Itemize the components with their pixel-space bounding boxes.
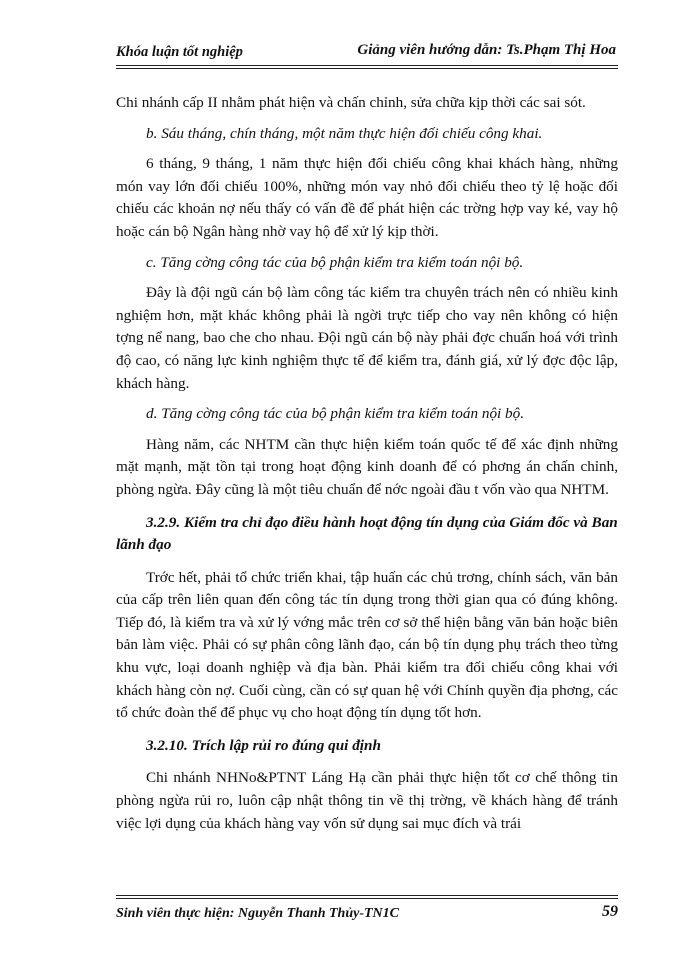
header-supervisor: Giảng viên hướng dẫn: Ts.Phạm Thị Hoa <box>357 42 616 58</box>
header-thesis-label: Khóa luận tốt nghiệp <box>116 44 243 60</box>
page-header <box>116 42 616 66</box>
footer-rule <box>116 895 618 896</box>
footer-student: Sinh viên thực hiện: Nguyễn Thanh Thủy-TN1C <box>116 906 399 921</box>
paragraph-periodic-check: 6 tháng, 9 tháng, 1 năm thực hiện đối chiếu công khai khách hàng, những món vay lớn đối chiếu 100%, những món vay nhỏ đối chiếu theo tỷ lệ hoặc đối chiếu các khoản nợ nếu thấy có vấn đề để phát hiện các trờng hợp vay ké, vay hộ hoặc cán bộ Ngân hàng nhờ vay hộ để xử lý kịp thời. <box>116 155 618 240</box>
header-rule-double <box>116 68 618 69</box>
subheading-d: d. Tăng cờng công tác của bộ phận kiểm tra kiểm toán nội bộ. <box>146 405 525 423</box>
paragraph-international-audit: Hàng năm, các NHTM cần thực hiện kiểm toán quốc tế để xác định những mặt mạnh, mặt tồn tại trong hoạt động kinh doanh để có phơng án chấn chỉnh, phòng ngừa. Đây cũng là một tiêu chuẩn để nớc ngoài đầu t vốn vào qua NHTM. <box>116 435 618 498</box>
paragraph-management-check: Trớc hết, phải tổ chức triển khai, tập huấn các chủ trơng, chính sách, văn bản của cấp trên liên quan đến công tác tín dụng trong thời gian qua có đúng không. Tiếp đó, là kiểm tra và xử lý vớng mắc trên cơ sở thể hiện bằng văn bản hoặc biên bản làm việc. Phải có sự phân công lãnh đạo, cán bộ tín dụng phụ trách theo từng khu vực, loại doanh nghiệp và địa bàn. Phải kiểm tra đối chiếu công khai với khách hàng còn nợ. Cuối cùng, cần có sự quan hệ với Chính quyền địa phơng, các tổ chức đoàn thể để phục vụ cho hoạt động tín dụng tốt hơn. <box>116 568 618 722</box>
subheading-c: c. Tăng cờng công tác của bộ phận kiểm tra kiểm toán nội bộ. <box>146 253 524 271</box>
subheading-b: b. Sáu tháng, chín tháng, một năm thực hiện đối chiếu công khai. <box>146 124 543 142</box>
paragraph-risk-provision: Chi nhánh NHNo&PTNT Láng Hạ cần phải thực hiện tốt cơ chế thông tin phòng ngừa rủi ro, luôn cập nhật thông tin về thị trờng, về khách hàng để tránh việc lợi dụng của khách hàng vay vốn sử dụng sai mục đích và trái <box>116 769 618 832</box>
section-heading-3-2-10: 3.2.10. Trích lập rủi ro đúng qui định <box>146 736 381 754</box>
page-number: 59 <box>602 903 618 920</box>
section-heading-3-2-9: 3.2.9. Kiểm tra chỉ đạo điều hành hoạt động tín dụng của Giám đốc và Ban lãnh đạo <box>116 513 618 554</box>
footer-rule-double <box>116 898 618 899</box>
paragraph-audit-staff: Đây là đội ngũ cán bộ làm công tác kiểm tra chuyên trách nên có nhiều kinh nghiệm hơn, mặt khác không phải là ngời trực tiếp cho vay nên không có hiện tợng nể nang, bao che cho nhau. Đội ngũ cán bộ này phải đợc chuẩn hoá với trình độ cao, có năng lực kinh nghiệm thực tế để kiểm tra, đánh giá, xử lý đợc độc lập, khách hàng. <box>116 284 618 392</box>
header-rule <box>116 65 618 66</box>
page-body <box>116 92 618 835</box>
page-footer <box>116 903 618 927</box>
paragraph-intro: Chi nhánh cấp II nhằm phát hiện và chấn chỉnh, sửa chữa kịp thời các sai sót. <box>116 94 586 111</box>
